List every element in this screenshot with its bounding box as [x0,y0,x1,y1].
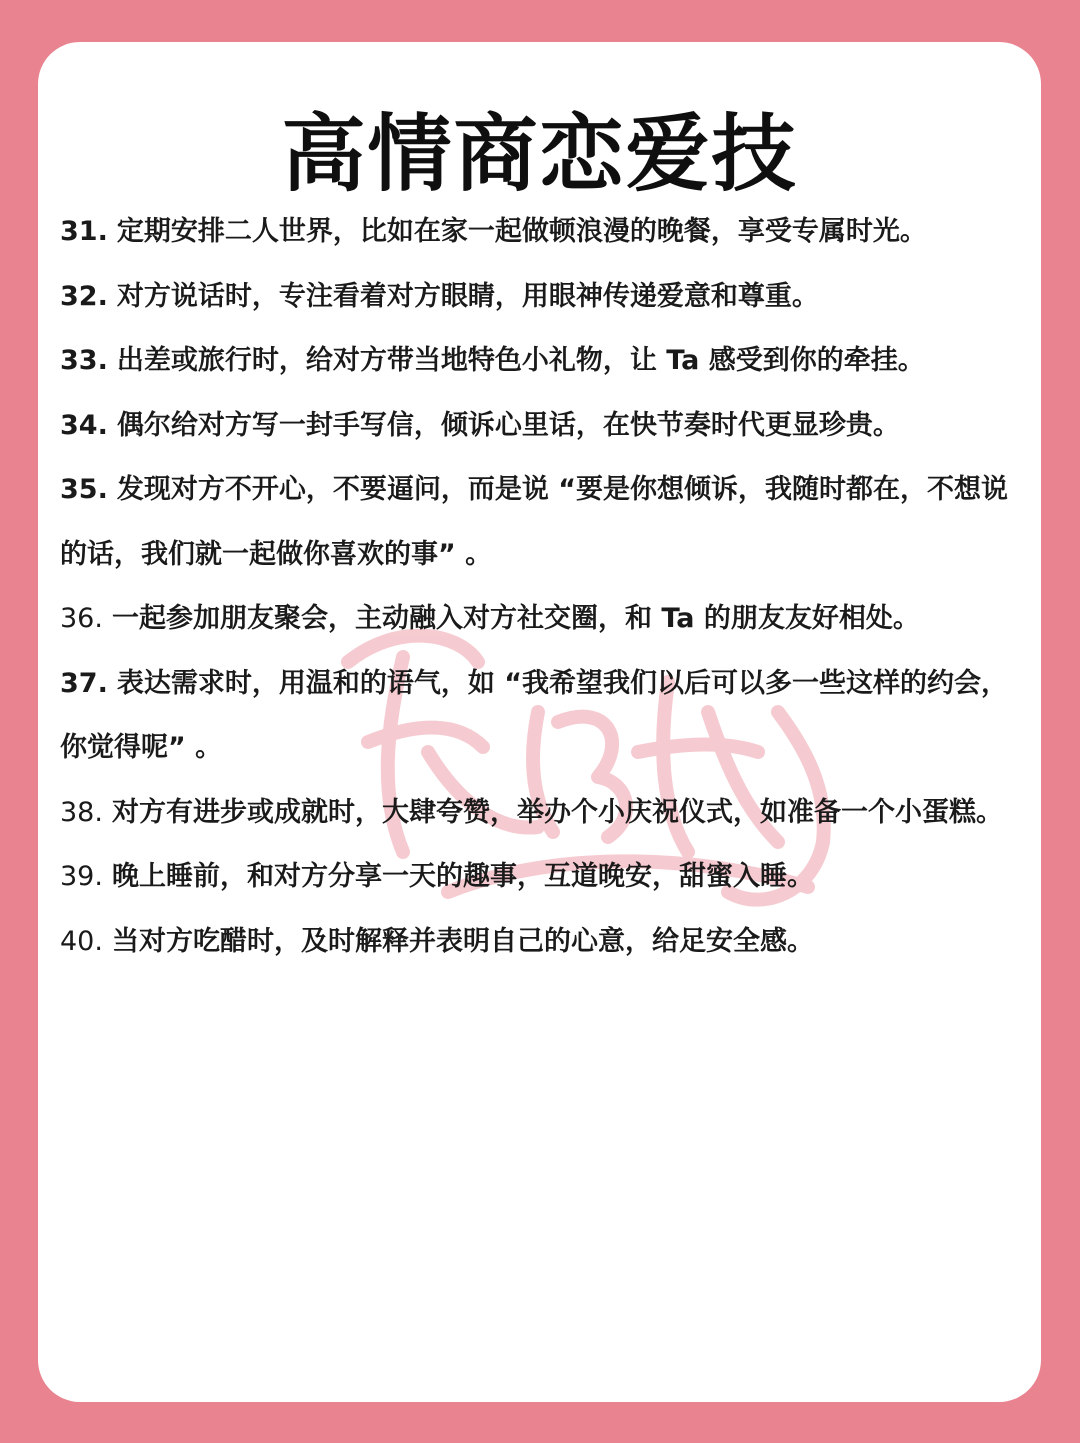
list-item: 33. 出差或旅行时，给对方带当地特色小礼物，让 Ta 感受到你的牵挂。 [60,345,925,376]
list-item: 31. 定期安排二人世界，比如在家一起做顿浪漫的晚餐，享受专属时光。 [60,216,927,247]
list-item: 38. 对方有进步或成就时，大肆夸赞，举办个小庆祝仪式，如准备一个小蛋糕。 [60,796,1003,828]
list-item: 32. 对方说话时，专注看着对方眼睛，用眼神传递爱意和尊重。 [60,280,819,312]
list-item: 39. 晚上睡前，和对方分享一天的趣事，互道晚安，甜蜜入睡。 [60,861,814,892]
list-item: 35. 发现对方不开心，不要逼问，而是说 “要是你想倾诉，我随时都在，不想说的话，我们就一起做你喜欢的事” 。 [60,474,1008,570]
content-card [38,42,1041,1402]
tips-list [60,200,1017,974]
list-item: 37. 表达需求时，用温和的语气，如 “我希望我们以后可以多一些这样的约会，你觉得呢” 。 [60,667,1008,763]
list-item: 36. 一起参加朋友聚会，主动融入对方社交圈，和 Ta 的朋友友好相处。 [60,603,920,634]
list-item: 34. 偶尔给对方写一封手写信，倾诉心里话，在快节奏时代更显珍贵。 [60,409,900,441]
page-title: 高情商恋爱技 [281,105,798,203]
list-item: 40. 当对方吃醋时，及时解释并表明自己的心意，给足安全感。 [60,925,814,957]
